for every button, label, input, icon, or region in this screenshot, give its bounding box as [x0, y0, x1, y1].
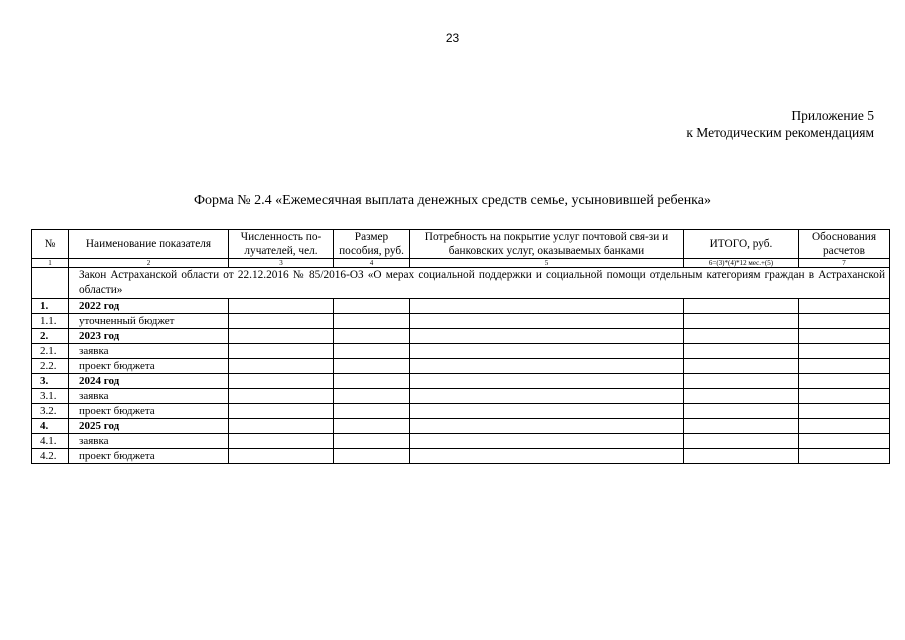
- header-cell-benefit-size: Размер пособия, руб.: [334, 230, 410, 259]
- column-number: 1: [32, 259, 69, 268]
- table-row: [32, 389, 890, 404]
- row-number: 3.1.: [32, 389, 69, 404]
- table-row: [32, 419, 890, 434]
- table-header-row: [32, 230, 890, 259]
- value-cell: [684, 359, 799, 374]
- value-cell: [229, 329, 334, 344]
- value-cell: [799, 419, 890, 434]
- value-cell: [334, 344, 410, 359]
- empty-cell: [32, 268, 69, 299]
- row-label: заявка: [69, 434, 229, 449]
- value-cell: [684, 374, 799, 389]
- value-cell: [799, 314, 890, 329]
- value-cell: [684, 314, 799, 329]
- value-cell: [684, 389, 799, 404]
- value-cell: [684, 329, 799, 344]
- value-cell: [229, 419, 334, 434]
- value-cell: [684, 419, 799, 434]
- row-number: 4.: [32, 419, 69, 434]
- value-cell: [410, 359, 684, 374]
- table-row: [32, 449, 890, 464]
- value-cell: [334, 374, 410, 389]
- row-number: 2.2.: [32, 359, 69, 374]
- row-number: 4.2.: [32, 449, 69, 464]
- value-cell: [410, 344, 684, 359]
- row-number: 1.: [32, 299, 69, 314]
- table-row: [32, 359, 890, 374]
- row-number: 4.1.: [32, 434, 69, 449]
- value-cell: [229, 314, 334, 329]
- value-cell: [684, 449, 799, 464]
- appendix-line-1: Приложение 5: [791, 108, 874, 123]
- value-cell: [684, 404, 799, 419]
- row-label: проект бюджета: [69, 449, 229, 464]
- value-cell: [684, 344, 799, 359]
- row-label: заявка: [69, 389, 229, 404]
- row-label: заявка: [69, 344, 229, 359]
- column-number: 5: [410, 259, 684, 268]
- value-cell: [229, 404, 334, 419]
- law-text: Закон Астраханской области от 22.12.2016 № 85/2016-ОЗ «О мерах социальной поддержки и социальной помощи отдельным категориям граждан в Астраханской области»: [69, 268, 890, 299]
- value-cell: [410, 374, 684, 389]
- value-cell: [799, 449, 890, 464]
- value-cell: [410, 389, 684, 404]
- value-cell: [799, 374, 890, 389]
- row-label: уточненный бюджет: [69, 314, 229, 329]
- row-number: 2.1.: [32, 344, 69, 359]
- row-number: 3.2.: [32, 404, 69, 419]
- value-cell: [799, 389, 890, 404]
- table-row: [32, 314, 890, 329]
- value-cell: [334, 329, 410, 344]
- column-number: 4: [334, 259, 410, 268]
- value-cell: [410, 434, 684, 449]
- row-label: проект бюджета: [69, 359, 229, 374]
- value-cell: [799, 359, 890, 374]
- column-number: 2: [69, 259, 229, 268]
- form-table: [31, 229, 890, 464]
- table-row: [32, 434, 890, 449]
- value-cell: [410, 299, 684, 314]
- value-cell: [799, 299, 890, 314]
- value-cell: [334, 359, 410, 374]
- value-cell: [410, 419, 684, 434]
- value-cell: [229, 449, 334, 464]
- law-row: [32, 268, 890, 299]
- row-number: 3.: [32, 374, 69, 389]
- value-cell: [334, 299, 410, 314]
- row-number: 2.: [32, 329, 69, 344]
- header-cell-justification: Обоснования расчетов: [799, 230, 890, 259]
- value-cell: [410, 314, 684, 329]
- row-number: 1.1.: [32, 314, 69, 329]
- table-row: [32, 404, 890, 419]
- header-cell-postal-banking-costs: Потребность на покрытие услуг почтовой свя-зи и банковских услуг, оказываемых банками: [410, 230, 684, 259]
- header-cell-indicator: Наименование показателя: [69, 230, 229, 259]
- column-number: 7: [799, 259, 890, 268]
- header-cell-recipients: Численность по-лучателей, чел.: [229, 230, 334, 259]
- value-cell: [799, 434, 890, 449]
- value-cell: [684, 299, 799, 314]
- value-cell: [799, 344, 890, 359]
- row-label: 2024 год: [69, 374, 229, 389]
- header-cell-total: ИТОГО, руб.: [684, 230, 799, 259]
- value-cell: [334, 434, 410, 449]
- value-cell: [334, 404, 410, 419]
- value-cell: [229, 374, 334, 389]
- row-label: проект бюджета: [69, 404, 229, 419]
- column-number: 3: [229, 259, 334, 268]
- table-row: [32, 344, 890, 359]
- value-cell: [410, 404, 684, 419]
- table-row: [32, 299, 890, 314]
- value-cell: [410, 449, 684, 464]
- value-cell: [229, 359, 334, 374]
- row-label: 2025 год: [69, 419, 229, 434]
- value-cell: [229, 299, 334, 314]
- value-cell: [334, 419, 410, 434]
- table-row: [32, 329, 890, 344]
- column-number-row: [32, 259, 890, 268]
- form-title: Форма № 2.4 «Ежемесячная выплата денежных средств семье, усыновившей ребенка»: [193, 193, 711, 208]
- value-cell: [334, 314, 410, 329]
- value-cell: [410, 329, 684, 344]
- value-cell: [334, 449, 410, 464]
- page-number: 23: [445, 31, 460, 45]
- value-cell: [229, 389, 334, 404]
- appendix-line-2: к Методическим рекомендациям: [686, 125, 874, 140]
- value-cell: [684, 434, 799, 449]
- value-cell: [799, 404, 890, 419]
- column-number: 6=(3)*(4)*12 мес.+(5): [684, 259, 799, 268]
- value-cell: [799, 329, 890, 344]
- row-label: 2022 год: [69, 299, 229, 314]
- value-cell: [229, 434, 334, 449]
- row-label: 2023 год: [69, 329, 229, 344]
- appendix-caption: [686, 107, 874, 141]
- table-row: [32, 374, 890, 389]
- value-cell: [229, 344, 334, 359]
- value-cell: [334, 389, 410, 404]
- header-cell-number: №: [32, 230, 69, 259]
